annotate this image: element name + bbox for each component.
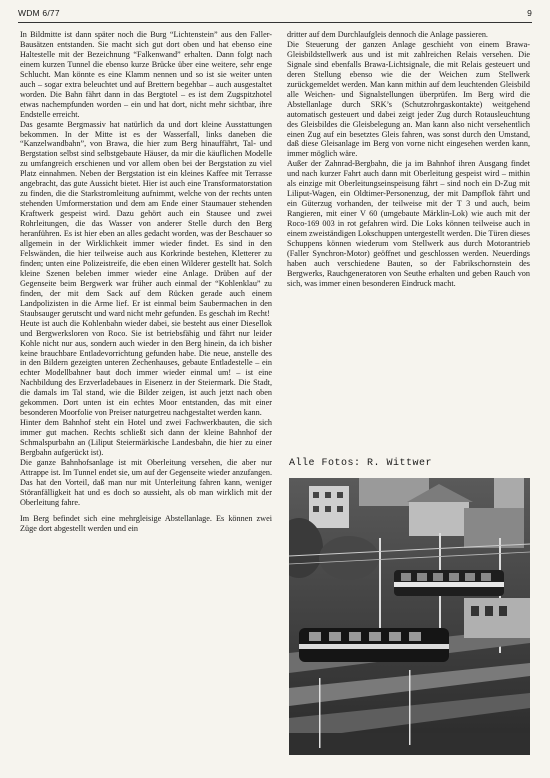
paragraph: Im Berg befindet sich eine mehrgleisige Abstellanlage. Es können zwei Züge dort abgestellt werden und ein [20,513,272,533]
paragraph: dritter auf dem Durchlaufgleis dennoch die Anlage passieren. [287,30,488,39]
layout-photo [289,478,530,755]
paragraph: Außer der Zahnrad-Bergbahn, die ja im Bahnhof ihren Ausgang findet und nach kurzer Fahrt auch dann mit Oberleitung gespeist wird – mithin als einzige mit Oberleitungseinspeisung fährt – sind noch ein D-Zug mit Liliput-Wagen, ein Oldtimer-Personenzug, der mit Dampflok fährt und ein Güterzug vorhanden, der teilweise mit der T 3 und auch, beim Rangieren, mit einer V 60 (umgebaute Märklin-Lok) wie auch mit der Roco-169 003 in rot gefahren wird. Die Loks können teilweise auch in einem zweiständigen Lokschuppen untergestellt werden. Die Türen dieses Schuppens können wiederum vom Stellwerk aus durch Motorantrieb (Faller Synchron-Motor) geöffnet und geschlossen werden. Neuerdings haben auch verschiedene Bauten, so der Fabrikschornstein des Bergwerks, Rauchgeneratoren von Seuthe erhalten und geben Rauch von sich, was immer einen besonderen Eindruck macht. [287,159,530,288]
paragraph: In Bildmitte ist dann später noch die Burg “Lichtenstein” aus den Faller-Bausätzen entstanden. Sie macht sich gut dort oben und hat ebenso eine Haltestelle mit der Bezeichnung “Falkenwand” erhalten. Dann folgt nach einem kurzen Tunnel die ebenso kurze Brücke über eine weitere, sehr enge Schlucht. Man könnte es eine Klamm nennen und so ist sie weiter unten auch – sogar extra beleuchtet und auf Brettern begehbar – auch ausgestaltet worden. Die Bahn fährt dann in das Bergtotel – es ist dem Zugspitzhotel etwas nachempfunden worden – ein und hat dort, nicht mehr sichtbar, ihre Endstelle erreicht. [20,30,272,119]
paragraph: Heute ist auch die Kohlenbahn wieder dabei, sie besteht aus einer Diesellok und Bergwerksloren von Roco. Sie ist betriebsfähig und fährt nur leider Kohle nicht nur aus, sondern auch wieder in den Berg hinein, da ich bisher keine brauchbare Entladevorrichtung gefunden habe. Die neue, anstelle des in den Bildern gezeigten unteren Zechenhauses, gebaute Entladestelle – ein echter Modellbahner baut doch immer wieder einmal um! – ist eine Nachbildung des Erzverladebaues in Eisenerz in der Steiermark. Die Stadt, die damals im Tal stand, wie die Bilder zeigen, ist auch jetzt nach oben gekommen. Dort unten ist ein echtes Moor entstanden, das mit einer besonderen Moorfolie von Preiser naturgetreu nachgestaltet werden kann. [20,318,272,418]
issue-label: WDM 6/77 [18,8,60,18]
model-railway-photo [289,478,530,755]
paragraph: Die Steuerung der ganzen Anlage geschieht von einem Brawa-Gleisbildstellwerk aus und ist mit zahlreichen Relais versehen. Die Signale sind ebenfalls Brawa-Lichtsignale, die mit Relais gesteuert und deren Stellung ebenso wie die der Weichen zum Stellwerk zurückgemeldet werden. Man kann mithin auf dem leuchtenden Gleisbild alle Weichen- und Signalstellungen überprüfen. Im Berg wird die Abstellanlage durch SRK’s (Schutzrohrgaskontakte) weitgehend automatisch gesteuert und dabei zeigt jeder Zug durch Rotausleuchtung des Gleisbildes die Gleisbelegung an. Man kann also nicht versehentlich einen Zug auf ein besetztes Gleis fahren, was sonst durch den Umstand, daß diese Gleisanlage im Berg von vorne nicht eingesehen werden kann, immer möglich wäre. [287,39,530,159]
right-column [287,30,530,289]
paragraph: Die ganze Bahnhofsanlage ist mit Oberleitung versehen, die aber nur Attrappe ist. Im Tunnel endet sie, um auf der Gegenseite wieder anzufangen. Das hat den Vorteil, daß man nur mit Unterleitung fahren kann, weniger Störanfälligkeit hat und es doch so aussieht, als ob man wirklich mit der Oberleitung fahre. [20,457,272,507]
page-number: 9 [527,8,532,18]
page-header [18,8,532,22]
header-rule [18,22,532,23]
left-column [20,30,272,534]
paragraph: Hinter dem Bahnhof steht ein Hotel und zwei Fachwerkbauten, die sich immer gut machen. Rechts schließt sich dann der kleine Bahnhof der Schmalspurbahn an (Liliput Steiermärkische Landesbahn, die hier zu einer Bergbahn aufgerückt ist). [20,418,272,458]
photo-credit: Alle Fotos: R. Wittwer [289,458,433,469]
paragraph: Das gesamte Bergmassiv hat natürlich da und dort kleine Ausstattungen bekommen. In der Mitte ist es der Wasserfall, links daneben die “Kanzelwandbahn”, von Brawa, die hier zum Berg hinauffährt, Tal- und Bergstation selbst sind selbstgebaute Häuser, da mir die käuflichen Modelle zu umfangreich erschienen und vor allem oben bei der Bergstation zu viel Platz einnahmen. Neben der Bergstation ist ein kleines Kaffee mit Terrasse angebracht, das gute Aussicht bietet. Hier ist auch eine Transformatorstation zu finden, die die Starkstromleitung aufnimmt, welche von der rechts unten stehenden Umformerstation und dem am Ende einer Staumauer stehenden Kraftwerk gespeist wird. Dazu gehört auch ein Stausee und zwei Rohrleitungen, die das Wasser von anderer Stelle durch den Berg heranführen. Es ist hier eben an alles gedacht worden, was der Beschauer so allgemein in der Wirklichkeit immer wieder findet. Es sind in den Felswänden, die hier teilweise auch aus Korkrinde bestehen, Kletterer zu finden; unten eine Polizeistreife, die eben einen Wilderer gestellt hat. Solch kleine Szenen beleben immer wieder eine Anlage. Drüben auf der Gegenseite beim Bergwerk war früher auch einmal der “Kohlenklau” zu finden, der mit dem Sack auf dem Rücken gerade auch einem Landpolizisten in die Arme lief. Er ist einmal beim Saubermachen in den Staubsauger gerutscht und ward nicht mehr gefunden. Es geschah im Recht! [20,119,272,318]
